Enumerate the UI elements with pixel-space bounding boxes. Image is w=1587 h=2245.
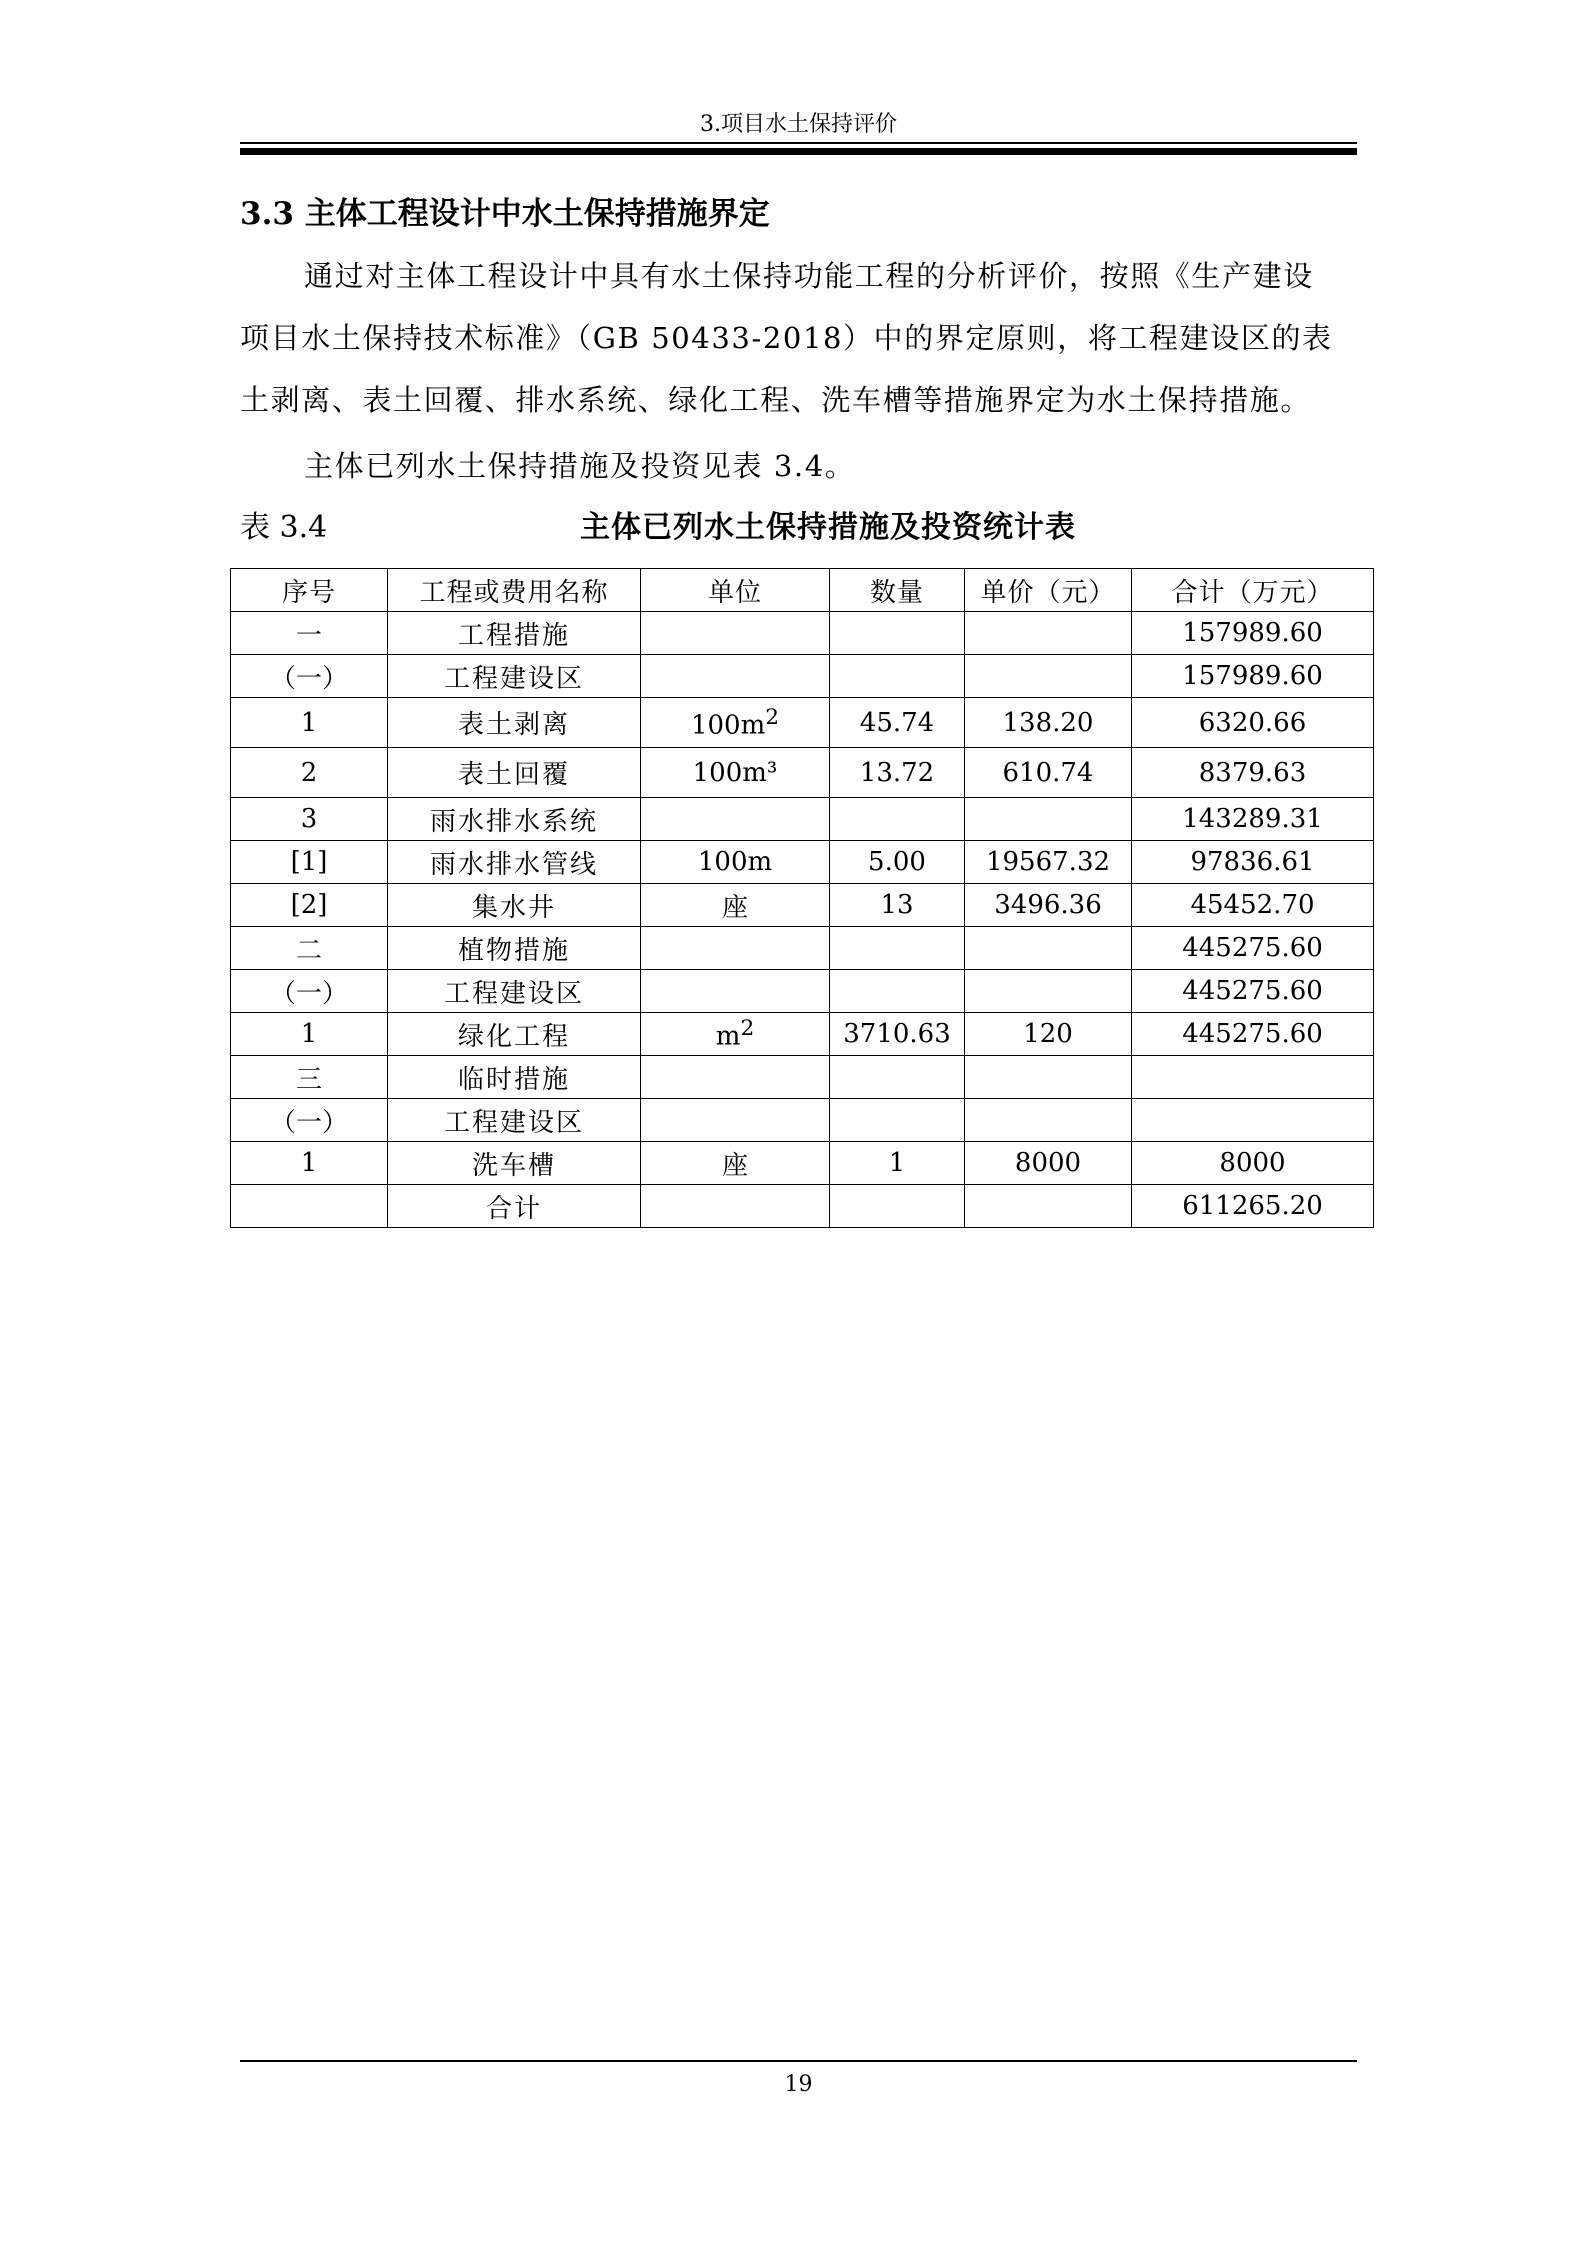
cell-qty <box>830 798 965 841</box>
cell-price: 3496.36 <box>965 884 1132 927</box>
cell-unit <box>641 1099 830 1142</box>
cell-total <box>1132 1099 1374 1142</box>
cell-unit: 100m <box>641 841 830 884</box>
cell-no: （一） <box>231 970 388 1013</box>
cell-no: 3 <box>231 798 388 841</box>
cell-no: 三 <box>231 1056 388 1099</box>
cell-unit <box>641 970 830 1013</box>
cell-qty: 3710.63 <box>830 1013 965 1056</box>
cell-no: 1 <box>231 1142 388 1185</box>
cell-total: 611265.20 <box>1132 1185 1374 1228</box>
cell-total: 6320.66 <box>1132 698 1374 748</box>
table-row <box>231 970 1374 1013</box>
cell-price <box>965 927 1132 970</box>
cell-no: 1 <box>231 698 388 748</box>
cell-qty <box>830 1056 965 1099</box>
table-row <box>231 1142 1374 1185</box>
cell-name: 绿化工程 <box>388 1013 641 1056</box>
cell-name: 表土回覆 <box>388 748 641 798</box>
cell-price <box>965 798 1132 841</box>
cell-unit: 100m³ <box>641 748 830 798</box>
cell-name: 合计 <box>388 1185 641 1228</box>
cell-price: 19567.32 <box>965 841 1132 884</box>
cell-unit <box>641 612 830 655</box>
cell-qty: 5.00 <box>830 841 965 884</box>
cell-total: 445275.60 <box>1132 970 1374 1013</box>
header-no: 序号 <box>231 569 388 612</box>
table-row <box>231 1099 1374 1142</box>
paragraph-1-line-3: 土剥离、表土回覆、排水系统、绿化工程、洗车槽等措施界定为水土保持措施。 <box>240 383 1312 417</box>
header-unit: 单位 <box>641 569 830 612</box>
table-total-row <box>231 1185 1374 1228</box>
cell-qty <box>830 655 965 698</box>
cell-unit-superscript: 2 <box>765 704 780 730</box>
cell-no: 1 <box>231 1013 388 1056</box>
cell-total <box>1132 1056 1374 1099</box>
cell-no: （一） <box>231 655 388 698</box>
cell-qty <box>830 612 965 655</box>
cell-qty <box>830 927 965 970</box>
cell-no: 二 <box>231 927 388 970</box>
cell-no: （一） <box>231 1099 388 1142</box>
section-heading: 3.3 主体工程设计中水土保持措施界定 <box>240 196 770 232</box>
cell-price <box>965 1099 1132 1142</box>
running-header: 3.项目水土保持评价 <box>700 112 897 137</box>
table-row <box>231 748 1374 798</box>
table-row <box>231 884 1374 927</box>
cell-name: 表土剥离 <box>388 698 641 748</box>
cell-qty <box>830 1099 965 1142</box>
cell-name: 工程建设区 <box>388 655 641 698</box>
cell-price <box>965 1056 1132 1099</box>
paragraph-1-line-2: 项目水土保持技术标准》（GB 50433-2018）中的界定原则，将工程建设区的表 <box>240 321 1333 355</box>
paragraph-1-line-1: 通过对主体工程设计中具有水土保持功能工程的分析评价，按照《生产建设 <box>304 259 1314 293</box>
cell-total: 8000 <box>1132 1142 1374 1185</box>
table-caption-title: 主体已列水土保持措施及投资统计表 <box>580 510 1076 545</box>
cell-total: 45452.70 <box>1132 884 1374 927</box>
cell-unit-base: 100m <box>690 710 766 741</box>
header-total: 合计（万元） <box>1132 569 1374 612</box>
paragraph-2: 主体已列水土保持措施及投资见表 3.4。 <box>304 449 856 483</box>
cell-total: 157989.60 <box>1132 612 1374 655</box>
cell-name: 雨水排水管线 <box>388 841 641 884</box>
table-header-row <box>231 569 1374 612</box>
cell-name: 工程建设区 <box>388 970 641 1013</box>
cell-unit <box>641 655 830 698</box>
cell-unit <box>641 698 830 748</box>
cell-name: 临时措施 <box>388 1056 641 1099</box>
cell-no <box>231 1185 388 1228</box>
cell-unit: 座 <box>641 1142 830 1185</box>
cell-price <box>965 1185 1132 1228</box>
cell-qty: 13.72 <box>830 748 965 798</box>
cell-qty <box>830 1185 965 1228</box>
cell-total: 8379.63 <box>1132 748 1374 798</box>
cell-unit: 座 <box>641 884 830 927</box>
cell-total: 445275.60 <box>1132 927 1374 970</box>
table-caption-label: 表 3.4 <box>240 510 328 545</box>
cell-name: 植物措施 <box>388 927 641 970</box>
cell-qty <box>830 970 965 1013</box>
cell-price <box>965 612 1132 655</box>
cell-no: [2] <box>231 884 388 927</box>
cell-price <box>965 970 1132 1013</box>
cell-total: 143289.31 <box>1132 798 1374 841</box>
cell-unit <box>641 1013 830 1056</box>
cell-qty: 45.74 <box>830 698 965 748</box>
cell-qty: 1 <box>830 1142 965 1185</box>
cell-no: 一 <box>231 612 388 655</box>
cell-unit <box>641 1056 830 1099</box>
header-price: 单价（元） <box>965 569 1132 612</box>
table-row <box>231 698 1374 748</box>
cell-unit <box>641 927 830 970</box>
cell-name: 工程建设区 <box>388 1099 641 1142</box>
cell-price: 120 <box>965 1013 1132 1056</box>
table-row <box>231 798 1374 841</box>
cell-name: 集水井 <box>388 884 641 927</box>
cell-price: 138.20 <box>965 698 1132 748</box>
footer-rule <box>240 2060 1357 2062</box>
cell-qty: 13 <box>830 884 965 927</box>
cell-total: 97836.61 <box>1132 841 1374 884</box>
table-row <box>231 1013 1374 1056</box>
table-row <box>231 1056 1374 1099</box>
cell-no: [1] <box>231 841 388 884</box>
cell-name: 洗车槽 <box>388 1142 641 1185</box>
cell-price: 8000 <box>965 1142 1132 1185</box>
measures-investment-table <box>230 568 1374 1228</box>
table-row <box>231 655 1374 698</box>
cell-price <box>965 655 1132 698</box>
page-number: 19 <box>784 2072 813 2097</box>
table-row <box>231 927 1374 970</box>
header-name: 工程或费用名称 <box>388 569 641 612</box>
cell-total: 157989.60 <box>1132 655 1374 698</box>
cell-unit <box>641 798 830 841</box>
cell-unit-superscript: 2 <box>740 1016 755 1042</box>
header-rule-thick <box>240 148 1357 155</box>
cell-unit <box>641 1185 830 1228</box>
header-rule-thin <box>240 142 1357 144</box>
cell-price: 610.74 <box>965 748 1132 798</box>
cell-no: 2 <box>231 748 388 798</box>
table-row <box>231 612 1374 655</box>
cell-name: 工程措施 <box>388 612 641 655</box>
header-qty: 数量 <box>830 569 965 612</box>
table-row <box>231 841 1374 884</box>
cell-name: 雨水排水系统 <box>388 798 641 841</box>
table-caption <box>240 508 1357 548</box>
cell-total: 445275.60 <box>1132 1013 1374 1056</box>
cell-unit-base: m <box>715 1021 741 1052</box>
